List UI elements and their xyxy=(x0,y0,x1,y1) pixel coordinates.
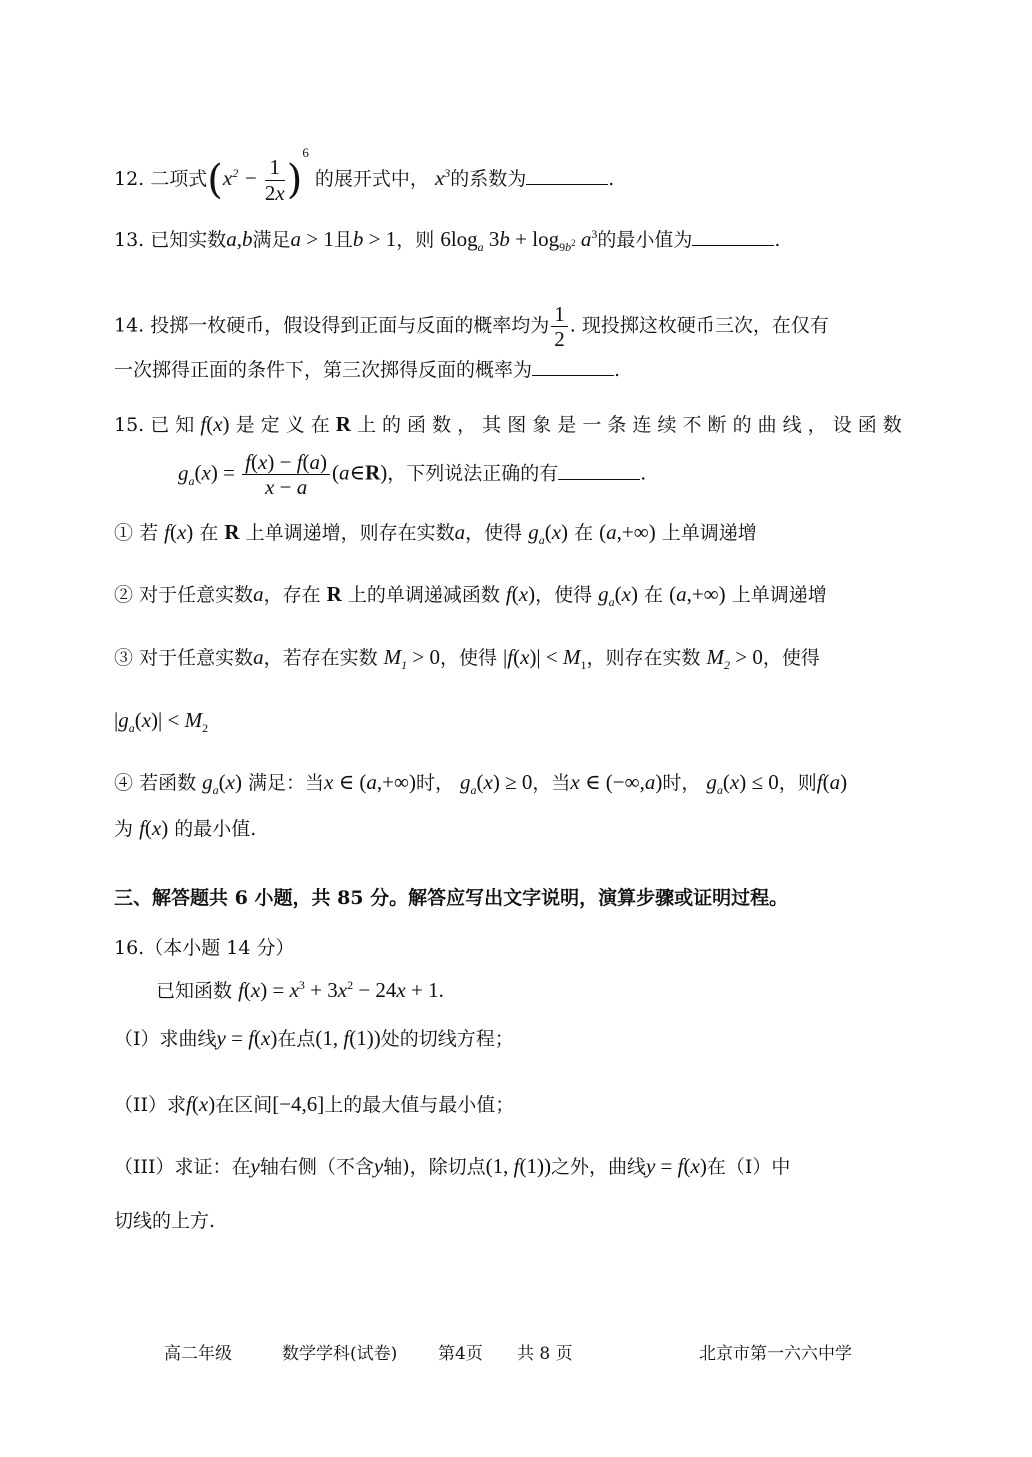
q15-text-b: 是 定 义 在 xyxy=(235,414,330,436)
option-1-ga-arg: (x) xyxy=(544,520,569,544)
q16-p3-text-e: 在（I）中 xyxy=(706,1156,791,1178)
option-1-text-d: ，使得 xyxy=(465,522,523,544)
q13-expr: $6\log_a$ $3b + \log_{9b^2} a^3$ xyxy=(440,227,598,255)
question-12: 12. 二项式($x^2$ − $\frac{1}{2x}$ )$^6$ 的展开式中， $x^3$的系数为 . xyxy=(114,145,615,205)
option-1-text-f: 上单调递增 xyxy=(661,522,757,544)
option-4-mark: ④ xyxy=(114,772,134,794)
q16-p3-point: (1, f(1)) xyxy=(485,1154,551,1178)
option-4-fx: f(x) xyxy=(139,816,169,840)
option-2-text-e: 在 xyxy=(644,584,664,606)
q14-fraction: $\frac{1}{2}$ xyxy=(551,302,568,351)
q16-p1-text: （I）求曲线 xyxy=(114,1028,217,1050)
option-1-text-c: 上单调递增，则存在实数 xyxy=(245,522,455,544)
q12-paren-close: ) xyxy=(286,157,303,203)
option-4-ga: $g_a$ xyxy=(202,770,219,798)
q16-p1-text-c: 处的切线方程； xyxy=(380,1028,514,1050)
option-4 xyxy=(114,772,847,796)
option-4-fa: f(a) xyxy=(816,770,848,794)
q15-ga-arg: (x) = xyxy=(194,460,241,485)
option-2-ga: $g_a$ xyxy=(598,582,615,610)
option-3-a: a xyxy=(253,645,264,669)
option-1-R: R xyxy=(224,520,240,544)
option-2 xyxy=(114,584,827,608)
option-3-line2 xyxy=(114,710,208,734)
q12-paren-open: ( xyxy=(207,157,223,203)
question-16-part-2 xyxy=(114,1094,514,1115)
q12-fraction: $\frac{1}{2x}$ xyxy=(264,155,285,205)
q13-text-d: ，则 xyxy=(396,229,435,251)
q16-p3-y2: y xyxy=(373,1154,384,1178)
question-16-part-3 xyxy=(114,1156,790,1177)
option-2-mark: ② xyxy=(114,584,134,606)
option-4-text-c: 时， xyxy=(415,772,454,794)
footer-school: 北京市第一六六中学 xyxy=(699,1344,852,1364)
q12-answer-blank[interactable] xyxy=(526,183,608,185)
option-2-a: a xyxy=(253,582,264,606)
option-1-text-b: 在 xyxy=(199,522,219,544)
q15-text-d: ，下列说法正确的有 xyxy=(387,462,559,485)
option-4-text-f: ，则 xyxy=(778,772,817,794)
option-4-ineq2: $g_a(x) \le 0$ xyxy=(706,770,779,798)
question-16-head: 16.（本小题 14 分） xyxy=(114,937,295,959)
q13-text: 已知实数 xyxy=(150,229,227,251)
option-3 xyxy=(114,647,820,671)
question-15 xyxy=(114,414,902,435)
option-3-M2-cond: > 0 xyxy=(730,645,763,669)
q16-p3-text: （III）求证：在 xyxy=(114,1156,251,1178)
option-2-text-d: ，使得 xyxy=(535,584,593,606)
q13-answer-blank[interactable] xyxy=(692,244,774,246)
option-1-text: 若 xyxy=(139,522,159,544)
q16-p2-text: （II）求 xyxy=(114,1094,187,1116)
q15-fx-arg: (x) xyxy=(206,412,230,436)
q15-number: 15. xyxy=(114,414,145,436)
q16-p2-fx: f(x) xyxy=(186,1092,216,1116)
q12-text: 二项式 xyxy=(150,168,208,190)
option-3-text-d: ，则存在实数 xyxy=(586,647,701,669)
option-3-M1: $M_1$ xyxy=(383,645,408,673)
q12-number: 12. xyxy=(114,168,145,190)
option-3-M2: $M_2$ xyxy=(706,645,731,673)
q15-ga: $g_a$ xyxy=(178,460,195,488)
option-2-text-b: ，存在 xyxy=(263,584,321,606)
q16-p2-text-c: 上的最大值与最小值； xyxy=(324,1094,515,1116)
q13-cond-a: a xyxy=(290,227,302,251)
option-1 xyxy=(114,522,757,546)
q16-function: $f(x) = x^3 + 3x^2 - 24x + 1$. xyxy=(238,978,444,1002)
q16-p3-text-b: 轴右侧（不含 xyxy=(259,1156,374,1178)
q13-period: . xyxy=(774,229,781,251)
q15-domain: (a∈R) xyxy=(332,460,388,485)
option-3-abs-ga: $|g_a(x)| < M_2$ xyxy=(114,708,209,736)
option-3-abs-fx: $|f(x)| < M_1$ xyxy=(503,645,587,673)
option-3-text-e: ，使得 xyxy=(762,647,820,669)
option-4-text-b: 满足：当 xyxy=(248,772,325,794)
q15-text: 已 知 xyxy=(150,414,195,436)
q14-answer-blank[interactable] xyxy=(532,374,614,376)
option-4-ga-arg: (x) xyxy=(218,770,242,794)
q14-number: 14. xyxy=(114,314,145,337)
option-1-a: a xyxy=(454,520,466,544)
q16-p3-y1: y xyxy=(250,1154,260,1178)
q13-ab: a,b xyxy=(226,227,253,251)
option-3-text: 对于任意实数 xyxy=(139,647,254,669)
option-4-cond2: x ∈ (−∞,a) xyxy=(570,770,663,794)
option-2-interval: (a,+∞) xyxy=(669,582,726,606)
option-2-fx-arg: (x) xyxy=(511,582,536,606)
option-4-line2 xyxy=(114,818,256,839)
q13-number: 13. xyxy=(114,229,145,251)
option-1-ga: $g_a$ xyxy=(528,520,545,548)
q16-p1-point: (1, f(1)) xyxy=(315,1026,381,1050)
q12-x3: $x^3$ xyxy=(434,166,451,190)
q15-period: . xyxy=(640,462,647,485)
q12-period: . xyxy=(608,168,615,190)
q16-p1-text-b: 在点 xyxy=(277,1028,316,1050)
q15-text-c: 上 的 函 数 ， 其 图 象 是 一 条 连 续 不 断 的 曲 线 ， 设 函 数 xyxy=(356,414,902,436)
question-16-given xyxy=(156,979,444,1001)
option-2-R: R xyxy=(326,582,342,606)
question-16-part-1 xyxy=(114,1028,514,1049)
option-2-text-c: 上的单调递减函数 xyxy=(347,584,500,606)
option-1-fx-arg: (x) xyxy=(169,520,194,544)
section-3-heading: 三、解答题共 6 小题，共 85 分。解答应写出文字说明，演算步骤或证明过程。 xyxy=(114,887,789,909)
q13-cond-b: b xyxy=(352,227,364,251)
option-2-ga-arg: (x) xyxy=(614,582,638,606)
footer-grade: 高二年级 xyxy=(164,1344,232,1364)
q13-cond-b-val: > 1 xyxy=(363,227,397,251)
q15-answer-blank[interactable] xyxy=(558,478,640,480)
q12-text-b: 的展开式中， xyxy=(314,168,429,190)
question-16-part-3-line2: 切线的上方. xyxy=(114,1210,216,1232)
question-13 xyxy=(114,228,780,253)
q14-text: 投掷一枚硬币，假设得到正面与反面的概率均为 xyxy=(150,314,550,337)
option-2-fx: f xyxy=(505,582,512,606)
option-3-M1-cond: > 0 xyxy=(407,645,440,669)
option-4-line2-text: 的最小值. xyxy=(174,818,257,840)
q13-cond-a-val: > 1 xyxy=(301,227,334,251)
q14-line2: 一次掷得正面的条件下，第三次掷得反面的概率为 xyxy=(114,359,533,381)
q16-p3-text-c: 轴)，除切点 xyxy=(383,1156,486,1178)
option-1-interval: (a,+∞) xyxy=(599,520,656,544)
option-2-text: 对于任意实数 xyxy=(139,584,254,606)
option-4-text-e: 时， xyxy=(662,772,701,794)
q13-text-c: 且 xyxy=(333,229,353,251)
option-4-ineq1: $g_a(x) \ge 0$ xyxy=(460,770,533,798)
q16-p2-text-b: 在区间 xyxy=(215,1094,273,1116)
option-1-fx: f xyxy=(164,520,170,544)
q16-p2-interval: [−4,6] xyxy=(272,1092,325,1116)
option-1-mark: ① xyxy=(114,522,134,544)
q16-p1-curve: y = f(x) xyxy=(216,1026,278,1050)
q14-period: . xyxy=(614,359,621,381)
option-4-text: 若函数 xyxy=(139,772,197,794)
option-4-cond1: x ∈ (a,+∞) xyxy=(324,770,416,794)
question-14-line2 xyxy=(114,361,620,380)
question-15-line2 xyxy=(178,450,646,499)
q16-p3-curve: y = f(x) xyxy=(645,1154,707,1178)
footer-page: 第4页 xyxy=(438,1344,483,1364)
q14-text-b: . 现投掷这枚硬币三次，在仅有 xyxy=(569,314,829,337)
q16-p3-text-d: 之外，曲线 xyxy=(550,1156,646,1178)
q16-given-text: 已知函数 xyxy=(156,980,233,1002)
option-2-text-f: 上单调递增 xyxy=(731,584,827,606)
question-14 xyxy=(114,302,829,351)
option-4-wei: 为 xyxy=(114,818,134,840)
option-3-text-b: ，若存在实数 xyxy=(263,647,378,669)
q15-fraction: $\frac{f(x) - f(a)}{x - a}$ xyxy=(242,450,330,499)
option-4-text-d: ，当 xyxy=(532,772,571,794)
option-1-text-e: 在 xyxy=(574,522,594,544)
option-3-mark: ③ xyxy=(114,647,134,669)
q12-expr: $x^2$ − xyxy=(222,166,263,190)
q13-text-e: 的最小值为 xyxy=(597,229,693,251)
q12-text-c: 的系数为 xyxy=(450,168,527,190)
footer-subject: 数学学科(试卷) xyxy=(282,1344,398,1364)
footer-total: 共 8 页 xyxy=(517,1344,573,1364)
q15-fx: f xyxy=(200,412,207,436)
option-3-text-c: ，使得 xyxy=(439,647,497,669)
q15-R: R xyxy=(335,412,351,436)
q13-text-b: 满足 xyxy=(252,229,291,251)
